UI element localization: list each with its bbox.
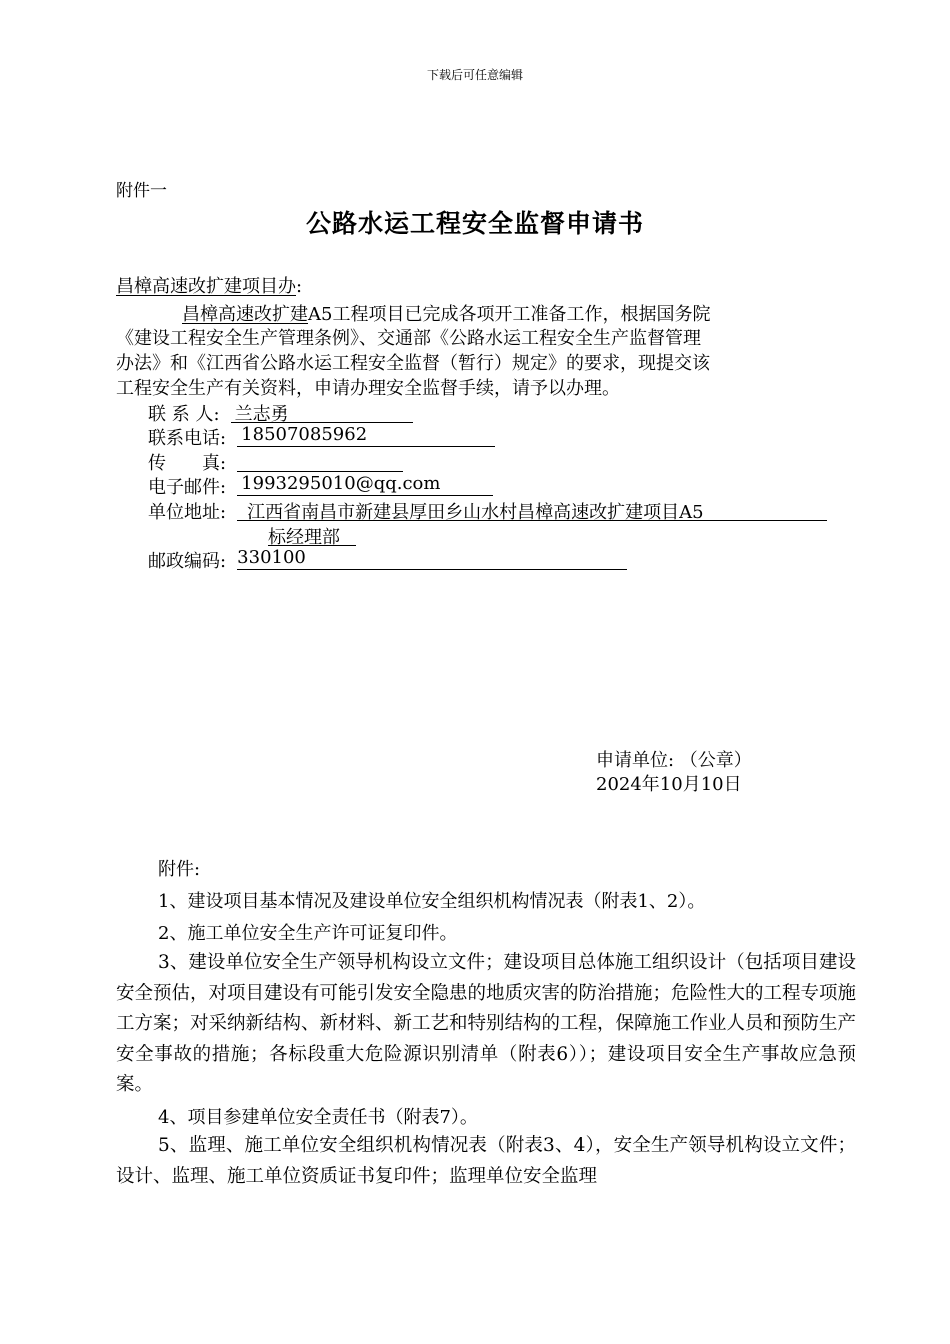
body-line-2: 《建设工程安全生产管理条例》、交通部《公路水运工程安全生产监督管理 — [116, 328, 701, 349]
addressee: 昌樟高速改扩建项目办 — [116, 276, 296, 297]
contact-person-value: 兰志勇 — [231, 400, 413, 423]
document-title: 公路水运工程安全监督申请书 — [305, 209, 644, 238]
attachment-item-1: 1、建设项目基本情况及建设单位安全组织机构情况表（附表1、2）。 — [158, 891, 706, 912]
fax-label: 传 真: — [148, 453, 227, 474]
attachment-item-3: 3、建设单位安全生产领导机构设立文件；建设项目总体施工组织设计（包括项目建设安全预估，对项目建设有可能引发安全隐患的地质灾害的防治措施；危险性大的工程专项施工方案；对采纳新结构、新材料、新工艺和特别结构的工程，保障施工作业人员和预防生产安全事故的措施；各标段重大危险源识别清单（附表6））；建设项目安全生产事故应急预案。 — [116, 952, 857, 1095]
addressee-line — [116, 272, 302, 298]
contact-person-row — [148, 400, 413, 426]
annex-label: 附件一 — [116, 181, 167, 201]
contact-person-label: 联 系 人: — [148, 404, 220, 425]
postcode-label: 邮政编码: — [148, 551, 227, 572]
body-line-1 — [182, 300, 710, 326]
body-project-name: 昌樟高速改扩建 — [182, 304, 308, 325]
address-value-line-1: 江西省南昌市新建县厚田乡山水村昌樟高速改扩建项目A5 — [237, 498, 827, 521]
attachment-item-4: 4、项目参建单位安全责任书（附表7）。 — [158, 1107, 478, 1128]
fax-value — [237, 449, 403, 472]
body-line-1-text: A5工程项目已完成各项开工准备工作，根据国务院 — [308, 304, 711, 325]
addressee-colon: : — [296, 276, 303, 297]
body-line-4: 工程安全生产有关资料，申请办理安全监督手续，请予以办理。 — [116, 378, 620, 399]
postcode-value: 330100 — [237, 547, 627, 570]
header-note: 下载后可任意编辑 — [426, 68, 523, 82]
applicant-seal: 申请单位: （公章） — [596, 750, 752, 771]
email-value: 1993295010@qq.com — [237, 473, 493, 496]
phone-value: 18507085962 — [237, 424, 495, 447]
email-label: 电子邮件: — [148, 477, 227, 498]
email-row — [148, 473, 493, 499]
phone-row — [148, 424, 495, 450]
address-row — [148, 498, 827, 524]
application-date: 2024年10月10日 — [596, 774, 742, 795]
body-line-3: 办法》和《江西省公路水运工程安全监督（暂行）规定》的要求，现提交该 — [116, 353, 710, 374]
postcode-row — [148, 547, 627, 573]
attachment-item-5: 5、监理、施工单位安全组织机构情况表（附表3、4），安全生产领导机构设立文件；设计、监理、施工单位资质证书复印件；监理单位安全监理 — [116, 1135, 856, 1187]
attachment-item-2: 2、施工单位安全生产许可证复印件。 — [158, 923, 458, 944]
address-label: 单位地址: — [148, 502, 227, 523]
phone-label: 联系电话: — [148, 428, 227, 449]
address-value-line-2: 标经理部 — [268, 523, 356, 546]
fax-row — [148, 449, 403, 475]
address-row-2 — [268, 523, 356, 546]
attachments-heading: 附件: — [158, 859, 201, 880]
